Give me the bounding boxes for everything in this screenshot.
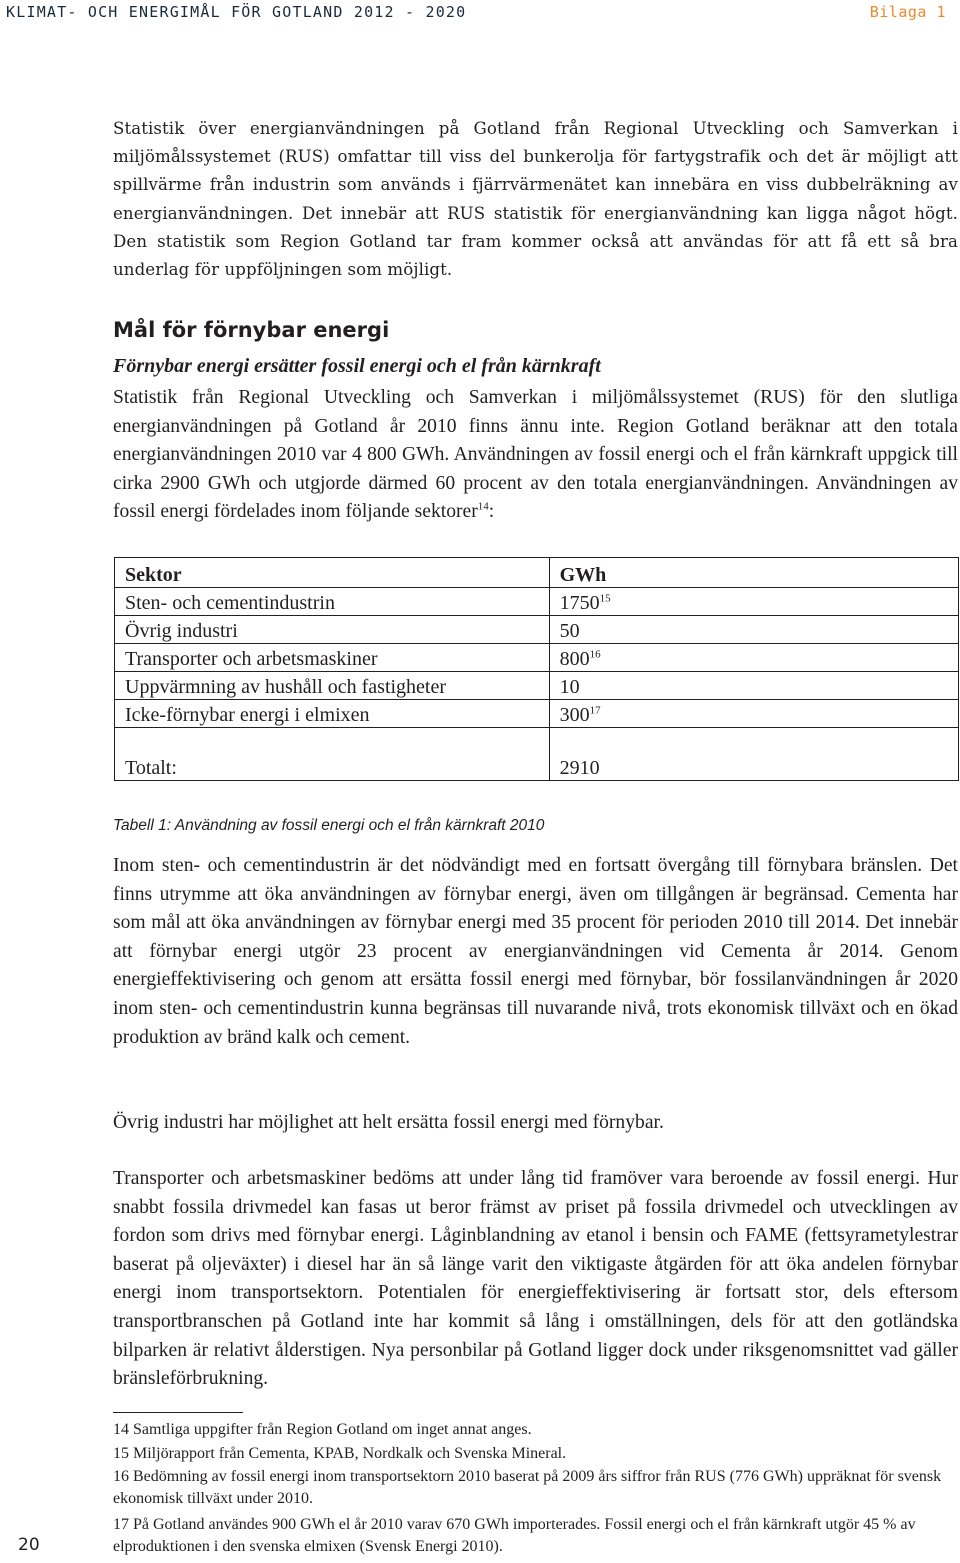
value-cell bbox=[549, 672, 958, 700]
value-cell bbox=[549, 588, 958, 616]
table-row bbox=[115, 672, 959, 700]
sector-cell: Övrig industri bbox=[115, 616, 550, 644]
footnote-15: 15 Miljörapport från Cementa, KPAB, Nordkalk och Svenska Mineral. bbox=[113, 1445, 567, 1462]
appendix-label: Bilaga 1 bbox=[869, 3, 946, 21]
fossil-energy-table bbox=[114, 557, 959, 781]
footnote-ref: 16 bbox=[589, 648, 601, 661]
intro-paragraph: Statistik över energianvändningen på Gotland från Regional Utveckling och Samverkan i miljömålssystemet (RUS) omfattar till viss del bunkerolja för fartygstrafik och det är möjligt att spillvärme från industrin som används i fjärrvärmenätet kan innebära en viss dubbelräkning av energianvändningen. Det innebär att RUS statistik för energianvändning kan ligga något högt. Den statistik som Region Gotland tar fram kommer också att användas för att få ett så bra underlag för uppföljningen som möjligt. bbox=[113, 119, 958, 280]
column-header-gwh: GWh bbox=[549, 558, 958, 588]
industry-paragraph: Övrig industri har möjlighet att helt ersätta fossil energi med förnybar. bbox=[113, 1112, 664, 1133]
section-paragraph bbox=[113, 384, 958, 527]
table-row bbox=[115, 588, 959, 616]
document-title: KLIMAT- OCH ENERGIMÅL FÖR GOTLAND 2012 - 2020 bbox=[6, 3, 467, 21]
section-heading: Mål för förnybar energi bbox=[113, 318, 390, 342]
footnote-14: 14 Samtliga uppgifter från Region Gotland om inget annat anges. bbox=[113, 1421, 532, 1438]
total-label: Totalt: bbox=[115, 728, 550, 781]
value-cell bbox=[549, 644, 958, 672]
value-cell bbox=[549, 616, 958, 644]
section-subheading: Förnybar energi ersätter fossil energi och el från kärnkraft bbox=[113, 355, 601, 377]
value-text: 300 bbox=[559, 704, 590, 726]
value-text: 800 bbox=[559, 648, 590, 670]
total-value: 2910 bbox=[549, 728, 958, 781]
value-text: 50 bbox=[559, 620, 580, 642]
footnote-16: 16 Bedömning av fossil energi inom transportsektorn 2010 baserat på 2009 års siffror från RUS (776 GWh) uppräknat för svensk ekonomisk tillväxt under 2010. bbox=[113, 1468, 942, 1507]
sector-cell: Uppvärmning av hushåll och fastigheter bbox=[115, 672, 550, 700]
sector-cell: Transporter och arbetsmaskiner bbox=[115, 644, 550, 672]
value-cell bbox=[549, 700, 958, 728]
section-paragraph-text: Statistik från Regional Utveckling och Samverkan i miljömålssystemet (RUS) för den slutliga energianvändningen på Gotland år 2010 finns ännu inte. Region Gotland beräknar att den totala energianvändningen 2010 var 4 800 GWh. Användningen av fossil energi och el från kärnkraft uppgick till cirka 2900 GWh och utgjorde därmed 60 procent av den totala energianvändningen. Användningen av fossil energi fördelades inom följande sektorer bbox=[113, 387, 958, 523]
footnote-ref: 15 bbox=[599, 592, 611, 605]
table-row bbox=[115, 644, 959, 672]
value-text: 10 bbox=[559, 676, 580, 698]
table-row bbox=[115, 700, 959, 728]
footnote-divider bbox=[113, 1412, 243, 1413]
page-number: 20 bbox=[18, 1535, 40, 1555]
footnote-17: 17 På Gotland användes 900 GWh el år 2010 varav 670 GWh importerades. Fossil energi och el från kärnkraft utgör 45 % av elproduktionen i den svenska elmixen (Svensk Energi 2010). bbox=[113, 1516, 916, 1555]
table-row bbox=[115, 616, 959, 644]
table-caption: Tabell 1: Användning av fossil energi och el från kärnkraft 2010 bbox=[113, 817, 545, 834]
table-total-row bbox=[115, 728, 959, 781]
column-header-sector: Sektor bbox=[115, 558, 550, 588]
table-header-row bbox=[115, 558, 959, 588]
section-paragraph-end: : bbox=[488, 501, 495, 523]
footnote-ref: 17 bbox=[589, 704, 601, 717]
sector-cell: Icke-förnybar energi i elmixen bbox=[115, 700, 550, 728]
transport-paragraph: Transporter och arbetsmaskiner bedöms att under lång tid framöver vara beroende av fossil energi. Hur snabbt fossila drivmedel kan fasas ut beror främst av priset på fossila drivmedel och utvecklingen av fordon som drivs med förnybar energi. Låginblandning av etanol i bensin och FAME (fettsyrametylestrar baserat på oljeväxter) i diesel har än så länge varit den viktigaste åtgärden för att öka andelen förnybar energi inom transportsektorn. Potentialen för energieffektivisering är fortsatt stor, dels eftersom transportbranschen på Gotland inte har kommit så lång i omställningen, dels för att den gotländska bilparken är relativt ålderstigen. Nya personbilar på Gotland ligger dock under riksgenomsnittet vad gäller bränsleförbrukning. bbox=[113, 1168, 958, 1390]
cement-paragraph: Inom sten- och cementindustrin är det nödvändigt med en fortsatt övergång till förnybara bränslen. Det finns utrymme att öka användningen av förnybar energi, även om tillgången är begränsad. Cementa har som mål att öka användningen av förnybar energi med 35 procent för perioden 2010 till 2014. Det innebär att förnybar energi utgör 23 procent av energianvändningen vid Cementa år 2014. Genom energieffektivisering och genom att ersätta fossil energi med förnybar, bör fossilanvändningen år 2020 inom sten- och cementindustrin kunna begränsas till nuvarande nivå, trots ekonomisk tillväxt och en ökad produktion av bränd kalk och cement. bbox=[113, 855, 958, 1048]
value-text: 1750 bbox=[559, 592, 600, 614]
sector-cell: Sten- och cementindustrin bbox=[115, 588, 550, 616]
footnote-ref: 14 bbox=[477, 500, 489, 513]
